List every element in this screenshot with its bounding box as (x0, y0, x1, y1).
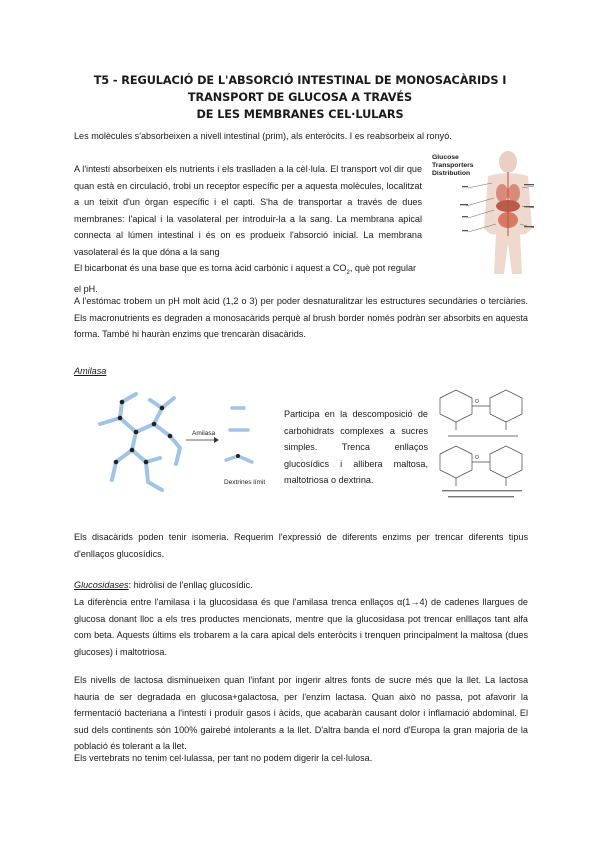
intro-paragraph-2: A l'intestí absorbeixen els nutrients i els traslladen a la cèl·lula. El transport vol dir que quan està en circulació, trobi un receptor específic per a aquesta molècules, localitzat a un teixit d'un òrgan específic i el capti. S'ha de transportar a través de dues membranes: l'apical i la vasolateral per introduir-la a la sang. La membrana apical connecta al lúmen intestinal i és on es produeix l'absorció inicial. La membrana vasolateral és la que dóna a la sang (74, 164, 422, 257)
amylopectin-diagram (92, 384, 270, 499)
cellulose-paragraph: Els vertebrats no tenim cel·lulassa, per tant no podem digerir la cel·lulosa. (74, 753, 373, 763)
page-title: T5 - REGULACIÓ DE L'ABSORCIÓ INTESTINAL DE MONOSACÀRIDS I TRANSPORT DE GLUCOSA A TRAVÉS DE LES MEMBRANES CEL·LULARS (93, 74, 507, 121)
figure-bottom-label: Dextrines límit (224, 479, 266, 486)
amilasa-figure (92, 384, 270, 499)
hydrolysis-figure (432, 376, 534, 506)
svg-text:O: O (475, 399, 479, 405)
figure-title: Glucose Transporters Distribution (432, 154, 474, 177)
lactosa-paragraph: Els nivells de lactosa disminueixen quan l'infant por ingerir altres fonts de sucre més que la llet. La lactosa hauria de ser degradada en glucosa+galactosa, per l'enzim lactasa. Quan això no passa, pot afavorir la fermentació bacteriana a l'intestí i produïr gasos i àcids, que acabaràn causant dolor i inflamació abdominal. El sud dels continents són 100% gairebé intolerants a la llet. D'altra banda el nord d'Europa la gran majoria de la població és tolerant a la llet. (74, 675, 528, 752)
amilasa-paragraph: Participa en la descomposició de carbohidrats complexes a sucres simples. Trenca enllaços glucosídics i allibera maltosa, maltotriosa o dextrina. (284, 409, 428, 486)
disacarids-paragraph: Els disacàrids poden tenir isomeria. Requerim l'expressió de diferents enzims per trencar diferents tipus d'enllaços glucosídics. (74, 532, 528, 559)
intro-paragraph-4: A l'estómac trobem un pH molt àcid (1,2 o 3) per poder desnaturalitzar les estructures secundàries o terciàries. Els macronutrients es degraden a monosacàrids perquè al brush border només podràn ser absorbits en aquesta forma. També hi hauràn enzims que trencaràn disacàrids. (74, 296, 528, 340)
intro-paragraph-3: El bicarbonat és una base que es torna àcid carbònic i aquest a $CO_2$, què pot regular el pH. (74, 263, 417, 295)
body-illustration (428, 148, 538, 278)
section-heading-glucosidases: Glucosidases (74, 580, 129, 590)
svg-text:O: O (475, 455, 479, 461)
section-heading-amilasa: Amilasa (74, 366, 107, 376)
glucose-transporters-figure (428, 148, 538, 278)
glucosidases-heading-line: Glucosidases: hidròlisi de l'enllaç glucosídic. (74, 580, 253, 590)
intro-paragraph-1: Les molècules s'absorbeixen a nivell intestinal (prim), als enteròcits. I es reabsorbeix al ronyó. (74, 131, 452, 141)
glucosidases-paragraph: La diferència entre l'amilasa i la glucosidasa és que l'amilasa trenca enllaços α(1→4) de cadenes llargues de glucosa donant lloc a els tres productes mencionats, mentre que la glucosidasa pot trencar enlllaços tant alfa com beta. Aquests últims els trobarem a la cara apical dels enteròcits i trenquen principalment la maltosa (dues glucoses) i maltotriosa. (74, 597, 528, 657)
glucosidic-bond-diagram (432, 376, 534, 506)
arrow-label: Amilasa (192, 430, 216, 437)
